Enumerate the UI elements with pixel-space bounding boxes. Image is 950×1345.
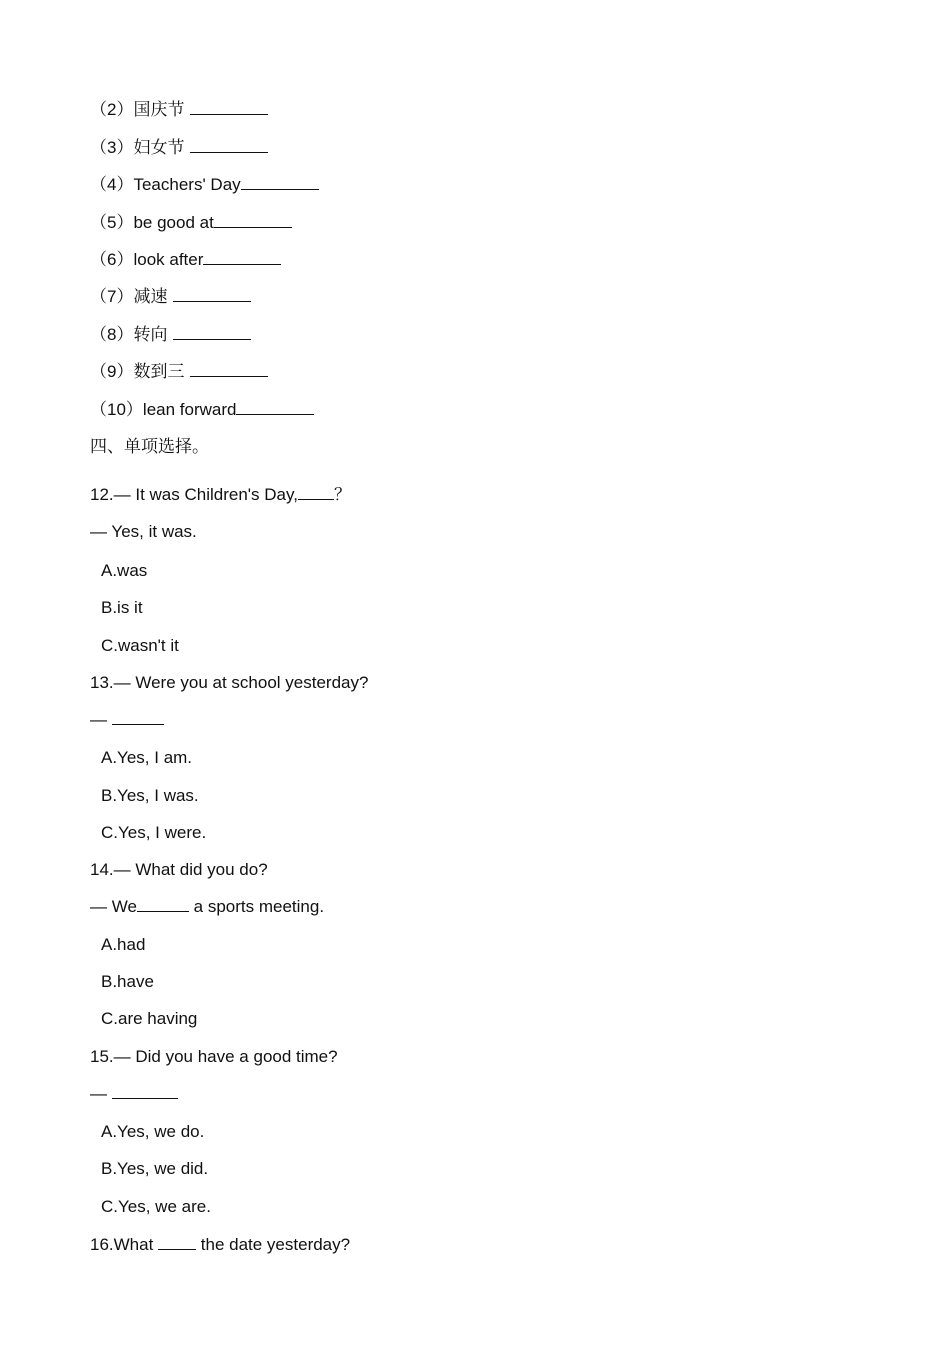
vocab-item (90, 213, 292, 233)
question-response: — Yes, it was. (90, 522, 197, 541)
answer-blank[interactable] (190, 100, 268, 115)
item-term: 数到三 (133, 362, 190, 382)
item-term: lean forward (142, 400, 237, 419)
answer-blank[interactable] (190, 362, 268, 377)
item-term: 转向 (133, 325, 173, 345)
vocab-item (90, 100, 268, 120)
vocab-item (90, 400, 314, 420)
option-b[interactable]: B.Yes, we did. (101, 1159, 209, 1178)
stem-text: 12.— It was Children's Day, (90, 485, 298, 504)
vocab-item (90, 362, 268, 382)
option-c[interactable]: C.Yes, I were. (101, 823, 207, 842)
item-term: look after (133, 250, 204, 269)
item-number: （8） (90, 325, 134, 344)
item-term: 国庆节 (133, 100, 190, 120)
answer-blank[interactable] (203, 250, 281, 265)
answer-blank[interactable] (137, 897, 189, 912)
option-a[interactable]: A.Yes, we do. (101, 1122, 205, 1141)
option-a[interactable]: A.Yes, I am. (101, 748, 193, 767)
answer-blank[interactable] (112, 1084, 178, 1099)
question-stem: 14.— What did you do? (90, 860, 268, 879)
vocab-item (90, 325, 251, 345)
stem-text: the date yesterday? (196, 1235, 351, 1254)
response-prefix: — (90, 710, 112, 729)
question-response (90, 897, 324, 917)
option-c[interactable]: C.wasn't it (101, 636, 179, 655)
answer-blank[interactable] (158, 1235, 196, 1250)
item-term: Teachers' Day (133, 175, 241, 194)
stem-text: ？ (333, 485, 351, 504)
item-term: 减速 (133, 287, 173, 307)
answer-blank[interactable] (236, 400, 314, 415)
question-stem: 15.— Did you have a good time? (90, 1047, 338, 1066)
item-number: （7） (90, 287, 134, 306)
answer-blank[interactable] (112, 710, 164, 725)
item-term: 妇女节 (133, 138, 190, 158)
vocab-item (90, 175, 319, 195)
item-number: （3） (90, 138, 134, 157)
vocab-item (90, 287, 251, 307)
answer-blank[interactable] (173, 287, 251, 302)
vocab-item (90, 250, 281, 270)
item-number: （2） (90, 100, 134, 119)
option-a[interactable]: A.had (101, 935, 146, 954)
response-text: a sports meeting. (188, 897, 325, 916)
response-prefix: — (90, 1084, 112, 1103)
answer-blank[interactable] (298, 485, 334, 500)
question-stem (90, 1235, 350, 1255)
item-number: （5） (90, 213, 134, 232)
answer-blank[interactable] (214, 213, 292, 228)
question-response (90, 710, 164, 730)
question-response (90, 1084, 178, 1104)
stem-text: 16.What (90, 1235, 159, 1254)
question-stem: 13.— Were you at school yesterday? (90, 673, 369, 692)
response-text: — We (90, 897, 137, 916)
answer-blank[interactable] (190, 138, 268, 153)
item-term: be good at (133, 213, 214, 232)
item-number: （10） (90, 400, 143, 419)
item-number: （6） (90, 250, 134, 269)
option-b[interactable]: B.Yes, I was. (101, 786, 199, 805)
answer-blank[interactable] (241, 175, 319, 190)
option-c[interactable]: C.are having (101, 1009, 198, 1028)
vocab-item (90, 138, 268, 158)
section-heading: 四、单项选择。 (90, 437, 209, 457)
item-number: （4） (90, 175, 134, 194)
option-c[interactable]: C.Yes, we are. (101, 1197, 211, 1216)
option-a[interactable]: A.was (101, 561, 148, 580)
answer-blank[interactable] (173, 325, 251, 340)
option-b[interactable]: B.is it (101, 598, 143, 617)
question-stem (90, 485, 351, 505)
item-number: （9） (90, 362, 134, 381)
option-b[interactable]: B.have (101, 972, 154, 991)
